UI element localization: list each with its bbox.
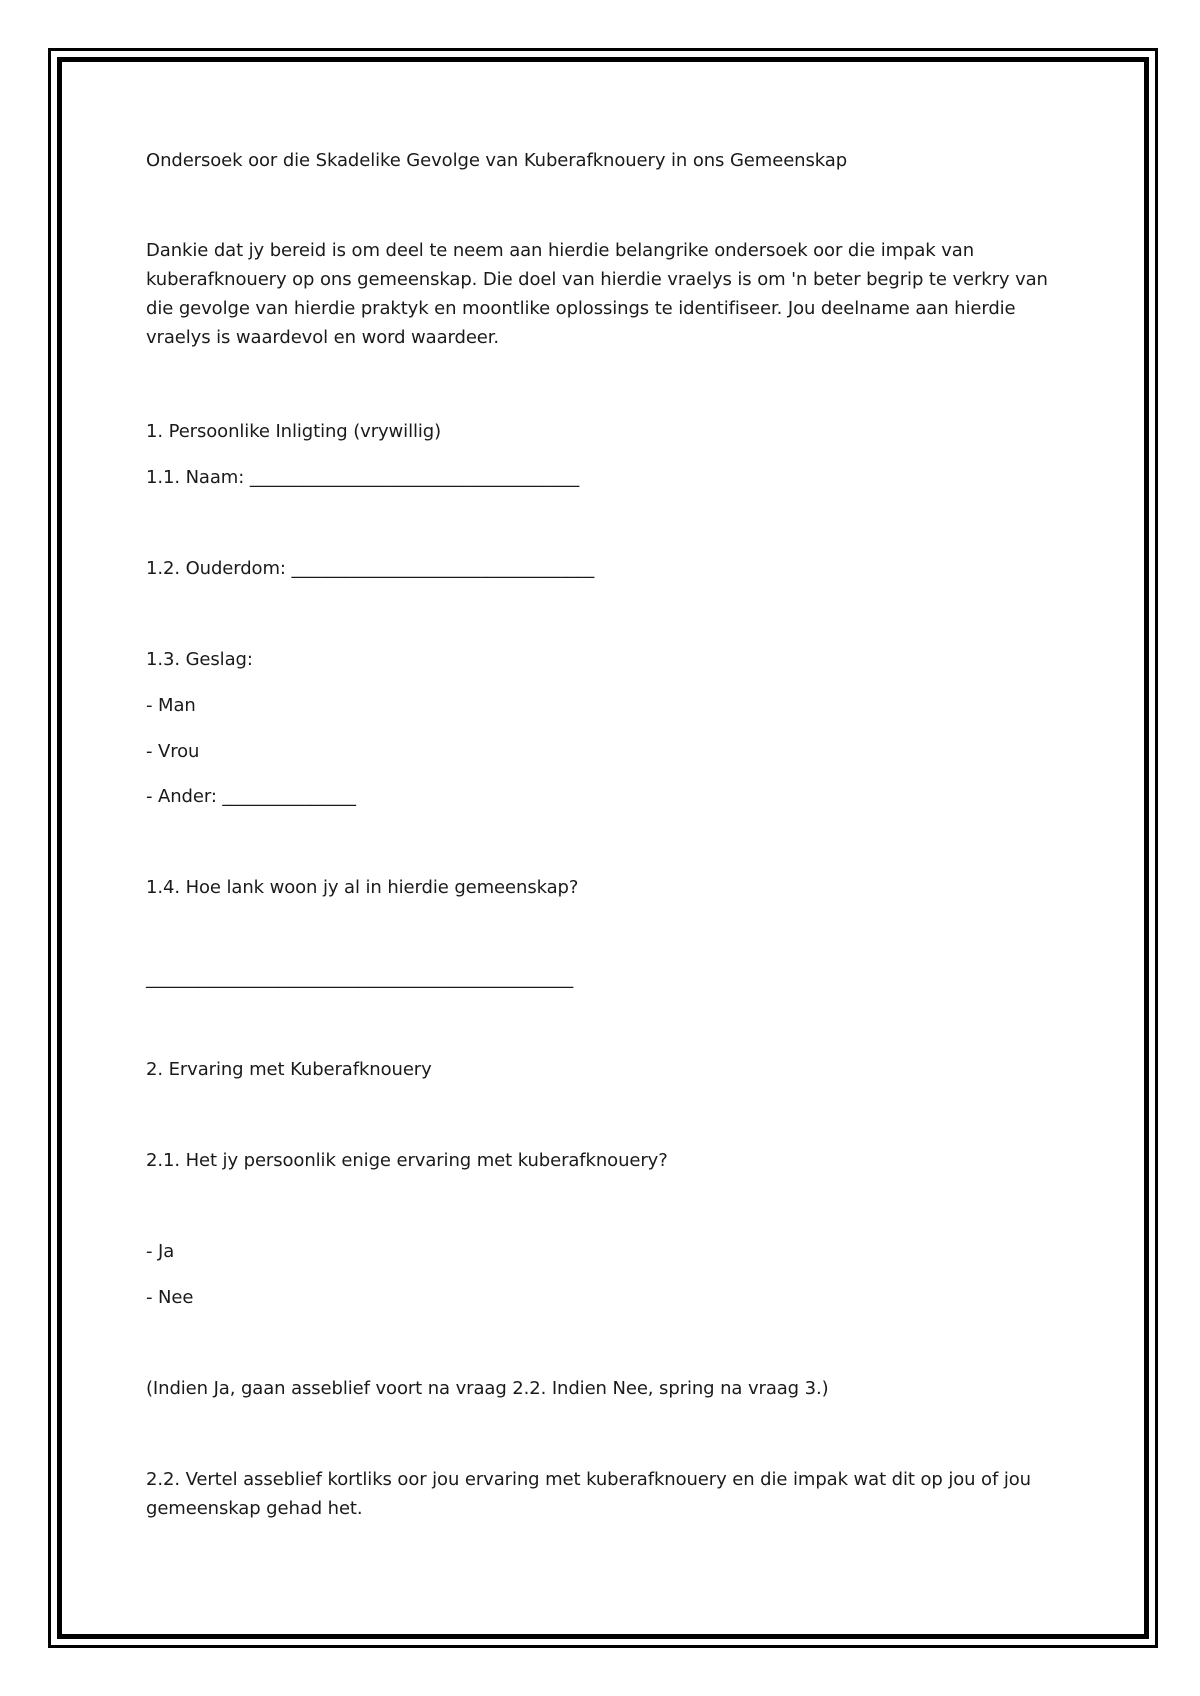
name-field[interactable]: 1.1. Naam: _____________________________________	[146, 467, 580, 488]
gender-label: 1.3. Geslag:	[146, 649, 253, 670]
document-title: Ondersoek oor die Skadelike Gevolge van Kuberafknouery in ons Gemeenskap	[146, 150, 848, 171]
age-field[interactable]: 1.2. Ouderdom: __________________________________	[146, 558, 595, 579]
intro-line: Dankie dat jy bereid is om deel te neem aan hierdie belangrike ondersoek oor die impak van	[146, 240, 975, 261]
question-2-1: 2.1. Het jy persoonlik enige ervaring met kuberafknouery?	[146, 1150, 668, 1171]
section2-heading: 2. Ervaring met Kuberafknouery	[146, 1059, 432, 1080]
question-2-2-line: 2.2. Vertel asseblief kortliks oor jou ervaring met kuberafknouery en die impak wat dit op jou of jou	[146, 1469, 1031, 1490]
question-2-2-line: gemeenskap gehad het.	[146, 1498, 363, 1519]
intro-line: die gevolge van hierdie praktyk en moontlike oplossings te identifiseer. Jou deelname aan hierdie	[146, 298, 1016, 319]
option-ja[interactable]: - Ja	[146, 1241, 175, 1262]
gender-option-ander[interactable]: - Ander: _______________	[146, 786, 356, 807]
residence-question: 1.4. Hoe lank woon jy al in hierdie gemeenskap?	[146, 877, 579, 898]
option-nee[interactable]: - Nee	[146, 1287, 194, 1308]
section1-heading: 1. Persoonlike Inligting (vrywillig)	[146, 421, 442, 442]
instruction-note: (Indien Ja, gaan asseblief voort na vraag 2.2. Indien Nee, spring na vraag 3.)	[146, 1378, 829, 1399]
intro-line: kuberafknouery op ons gemeenskap. Die doel van hierdie vraelys is om 'n beter begrip te verkry van	[146, 269, 1048, 290]
gender-option-vrou[interactable]: - Vrou	[146, 741, 200, 762]
gender-option-man[interactable]: - Man	[146, 695, 196, 716]
intro-line: vraelys is waardevol en word waardeer.	[146, 327, 500, 348]
residence-answer-field[interactable]: ________________________________________________	[146, 968, 574, 989]
